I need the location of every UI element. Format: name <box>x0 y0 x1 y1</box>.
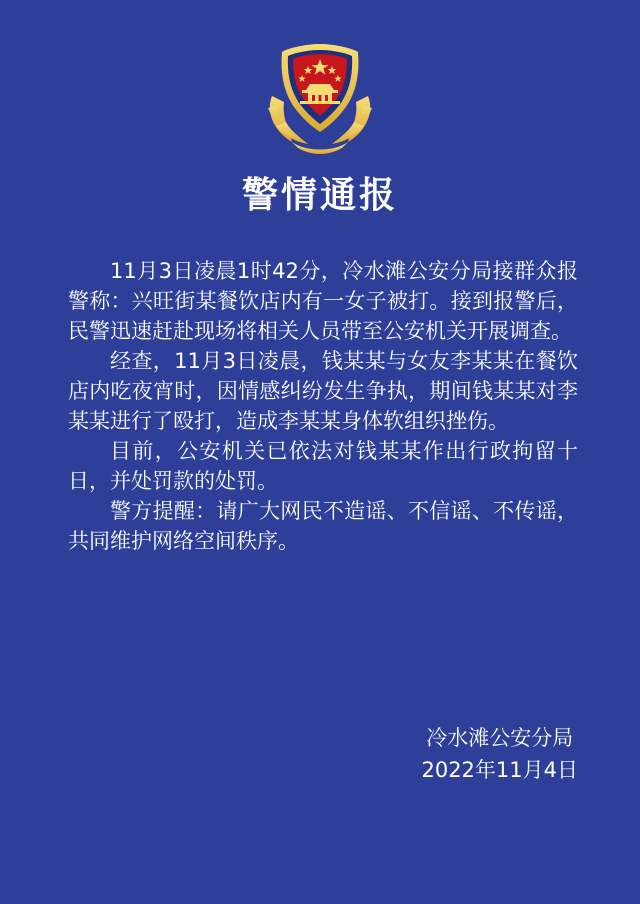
notice-signature <box>421 722 578 786</box>
notice-paragraph: 警方提醒：请广大网民不造谣、不信谣、不传谣，共同维护网络空间秩序。 <box>68 499 578 553</box>
notice-paragraph: 11月3日凌晨1时42分，冷水滩公安分局接群众报警称：兴旺街某餐饮店内有一女子被打。接到报警后，民警迅速赶赴现场将相关人员带至公安机关开展调查。 <box>68 259 578 343</box>
notice-body <box>68 256 578 556</box>
signature-date: 2022年11月4日 <box>421 758 578 782</box>
signature-org: 冷水滩公安分局 <box>426 726 574 750</box>
notice-title: 警情通报 <box>241 175 398 216</box>
police-emblem-icon <box>262 38 378 156</box>
notice-paragraph: 目前，公安机关已依法对钱某某作出行政拘留十日，并处罚款的处罚。 <box>68 439 578 493</box>
notice-paragraph: 经查，11月3日凌晨，钱某某与女友李某某在餐饮店内吃夜宵时，因情感纠纷发生争执，期间钱某某对李某某进行了殴打，造成李某某身体软组织挫伤。 <box>68 349 578 433</box>
